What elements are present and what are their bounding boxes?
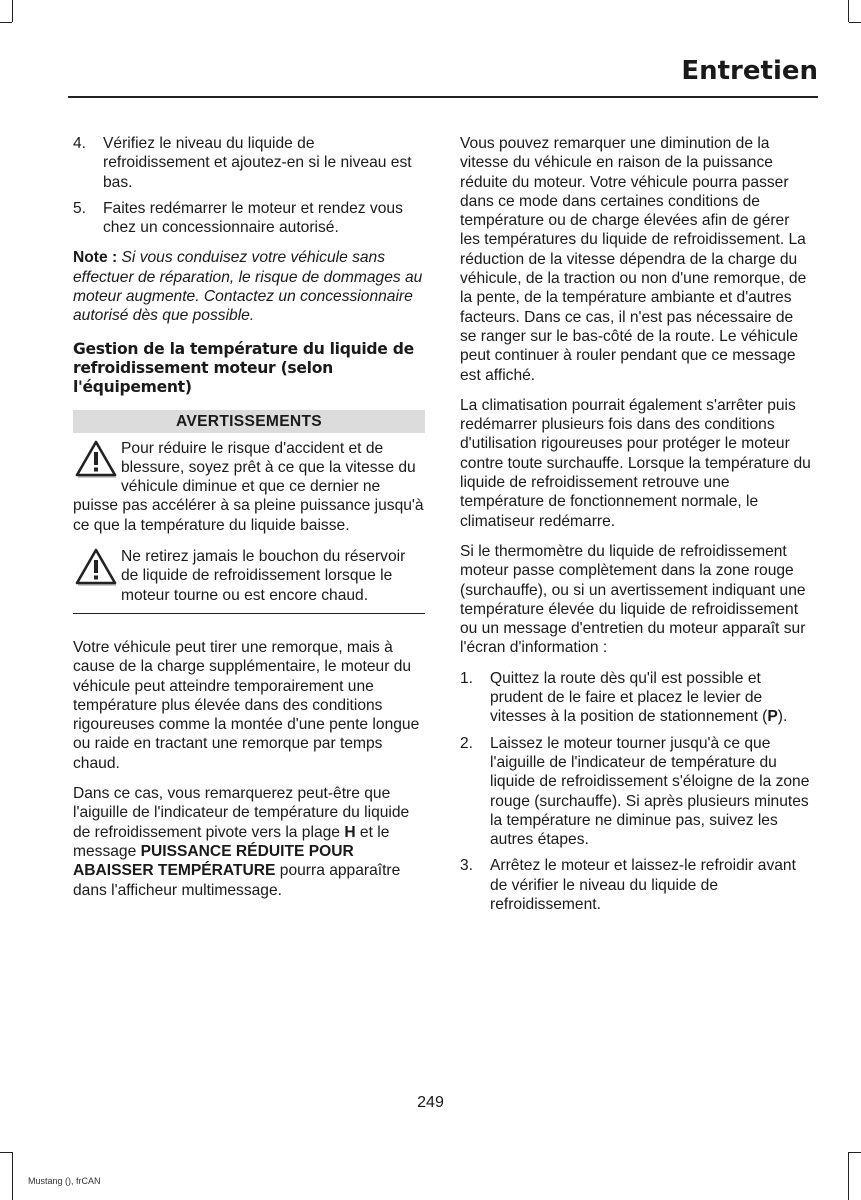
crop-mark [849,1152,861,1153]
gear-position: P [767,708,778,726]
steps-list [73,134,425,237]
paragraph-text: Dans ce cas, vous remarquerez peut-être que l'aiguille de l'indicateur de température du liquide de refroidissement pivote vers la plage [73,785,410,841]
list-item-text [490,669,812,727]
crop-mark [848,1152,849,1200]
paragraph: Vous pouvez remarquer une diminution de la vitesse du véhicule en raison de la puissance réduite du moteur. Votre véhicule pourra passer dans ce mode dans certaines conditions de température ou de charge élevées afin de gérer les températures du liquide de refroidissement. La réduction de la vitesse dépendra de la charge du véhicule, de la traction ou non d'une remorque, de la pente, de la température ambiante et d'autres facteurs. Dans ce cas, il n'est pas nécessaire de se ranger sur le bas-côté de la route. Le véhicule peut continuer à rouler pendant que ce message est affiché. [460,135,807,384]
footer-label: Mustang (), frCAN [28,1176,101,1186]
warning-triangle-icon [73,439,119,479]
section-heading: Gestion de la température du liquide de refroidissement moteur (selon l'équipement) [73,339,414,397]
warning-item [73,439,425,535]
page-number: 249 [417,1094,444,1111]
list-item [460,669,812,727]
list-item [460,734,812,850]
paragraph: Si le thermomètre du liquide de refroidissement moteur passe complètement dans la zone rouge (surchauffe), ou si un avertissement indiquant une température élevée du liquide de refroidissement ou un message d'entretien du moteur apparaît sur l'écran d'information : [460,542,806,657]
paragraph-text: pourra apparaître dans l'afficheur multimessage. [73,862,401,899]
procedure-list [460,669,812,915]
note-text: Si vous conduisez votre véhicule sans effectuer de réparation, le risque de dommages au moteur augmente. Contactez un concessionnaire autorisé dès que possible. [73,249,423,325]
header-divider [68,96,818,98]
list-item-text-part: Quittez la route dès qu'il est possible et prudent de le faire et placez le levier de vitesses à la position de stationnement ( [490,669,768,726]
warning-triangle-icon [73,547,119,587]
list-item-number: 3. [460,857,474,875]
list-item-text: Vérifiez le niveau du liquide de refroidissement et ajoutez-en si le niveau est bas. [103,135,412,191]
list-item [73,199,425,238]
warning-text: Ne retirez jamais le bouchon du réservoir de liquide de refroidissement lorsque le moteur tourne ou est encore chaud. [121,548,406,604]
paragraph [73,784,425,900]
list-item-text: Faites redémarrer le moteur et rendez vous chez un concessionnaire autorisé. [103,199,403,237]
warnings-title: AVERTISSEMENTS [73,410,425,433]
paragraph: Votre véhicule peut tirer une remorque, mais à cause de la charge supplémentaire, le moteur du véhicule peut atteindre temporairement une température plus élevée dans des conditions rigoureuses comme la montée d'une pente longue ou raide en tractant une remorque par temps chaud. [73,638,420,772]
list-item-number: 1. [460,669,474,687]
list-item-number: 2. [460,734,474,752]
warning-text: Pour réduire le risque d'accident et de blessure, soyez prêt à ce que la vitesse du véhicule diminue et que ce dernier ne puisse pas accélérer à sa pleine puissance jusqu'à ce que la température du liquide baisse. [73,439,424,534]
warning-item [73,547,425,605]
note-label: Note : [73,249,118,267]
right-column [460,134,812,925]
paragraph: La climatisation pourrait également s'arrêter puis redémarrer plusieurs fois dans des conditions d'utilisation rigoureuses pour protéger le moteur contre toute surchauffe. Lorsque la température du liquide de refroidissement retrouve une température de fonctionnement normale, le climatiseur redémarre. [460,396,811,530]
list-item-text: Laissez le moteur tourner jusqu'à ce que l'aiguille de l'indicateur de température du liquide de refroidissement s'éloigne de la zone rouge (surchauffe). Si après plusieurs minutes la température ne diminue pas, suivez les autres étapes. [490,734,810,849]
warnings-divider [73,613,425,614]
display-message: PUISSANCE RÉDUITE POUR ABAISSER TEMPÉRATURE [73,842,354,880]
paragraph-text: et le message [73,823,390,860]
range-letter: H [344,823,356,841]
list-item-text-part: ). [777,708,788,726]
crop-mark [12,0,13,22]
crop-mark [0,22,12,23]
list-item [460,856,812,914]
crop-mark [0,1152,12,1153]
crop-mark [12,1152,13,1200]
page-title: Entretien [681,56,818,86]
note [73,248,425,325]
list-item-text: Arrêtez le moteur et laissez-le refroidir avant de vérifier le niveau du liquide de refroidissement. [490,857,796,913]
warnings-box [73,410,425,614]
left-column [73,134,425,911]
list-item-number: 4. [73,135,87,152]
list-item [73,134,425,192]
list-item-number: 5. [73,199,87,217]
crop-mark [848,0,849,22]
crop-mark [849,22,861,23]
